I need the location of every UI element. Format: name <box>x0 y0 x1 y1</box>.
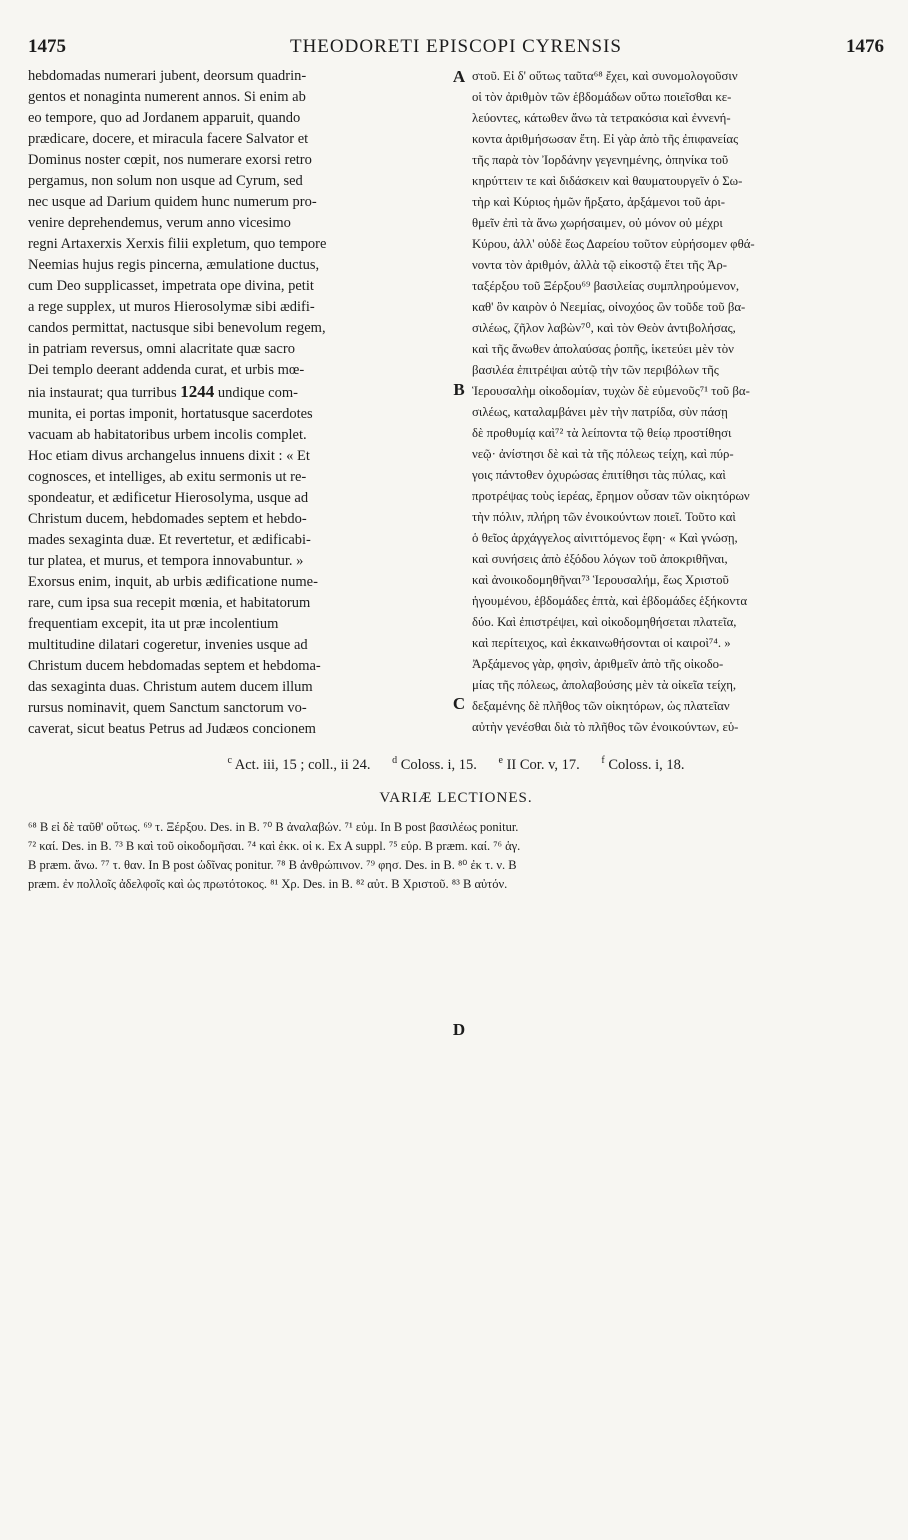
text-line: δὲ προθυμίᾳ καὶ⁷² τὰ λείποντα τῷ θείῳ προστίθησι <box>472 426 732 440</box>
text-line: venire deprehendemus, verum anno vicesimo <box>28 215 291 231</box>
text-line: Christum ducem hebdomadas septem et hebdoma- <box>28 658 321 674</box>
text-line: Neemias hujus regis pincerna, æmulatione ductus, <box>28 257 320 273</box>
text-line: ἡγουμένου, ἑβδομάδες ἑπτὰ, καὶ ἑβδομάδες ἑξήκοντα <box>472 594 748 608</box>
text-line: τὴρ καὶ Κύριος ἡμῶν ἤρξατο, ἀρξάμενοι τοῦ ἀρι- <box>472 195 726 209</box>
footnote-mark: e <box>498 755 503 766</box>
text-line: γοις πάντοθεν ὀχυρώσας ἐπιτίθησι τὰς πύλας, καὶ <box>472 468 726 482</box>
text-line: βασιλέα ἐπιτρέψαι αὐτῷ τὴν τῶν περιβόλων τῆς <box>472 363 719 377</box>
variant-line: præm. ἐν πολλοῖς ἀδελφοῖς καὶ ὡς πρωτότοκος. ⁸¹ Χρ. Des. in B. ⁸² αὐτ. B Χριστοῦ. ⁸³ B αὐτόν. <box>28 877 508 891</box>
text-line: prædicare, docere, et miracula facere Salvator et <box>28 131 309 147</box>
text-line: Dei templo deerant addenda curat, et urbis mœ- <box>28 362 305 378</box>
text-line: caverat, sicut beatus Petrus ad Judæos concionem <box>28 721 316 736</box>
running-title: THEODORETI EPISCOPI CYRENSIS <box>289 36 623 57</box>
footnote-text: Coloss. i, 15. <box>400 756 477 773</box>
text-line: καὶ ἀνοικοδομηθῆναι⁷³ Ἱερουσαλήμ, ἕως Χριστοῦ <box>472 573 729 587</box>
variant-line: ⁷² καί. Des. in B. ⁷³ B καὶ τοῦ οἰκοδομῆσαι. ⁷⁴ καὶ ἐκκ. οἱ κ. Ex A suppl. ⁷⁵ εὑρ. B præm. καί. ⁷⁶ ἁγ. <box>28 839 521 853</box>
text-line <box>28 381 448 404</box>
text-line: frequentiam excepit, ita ut præ incolentium <box>28 616 279 632</box>
page-header <box>28 30 884 64</box>
text-line: οἱ τὸν ἀριθμὸν τῶν ἑβδομάδων οὕτω ποιεῖσθαι κε- <box>472 90 732 104</box>
text-line: munita, ei portas imponit, hortatusque sacerdotes <box>28 406 313 422</box>
text-line: gentos et nonaginta numerent annos. Si enim ab <box>28 89 306 105</box>
section-marker-c: C <box>452 694 466 713</box>
page-number-right: 1476 <box>846 36 884 57</box>
text-line: δεξαμένης δὲ πλῆθος τῶν οἰκητόρων, ὡς πλατεῖαν <box>472 699 730 713</box>
text-line: Dominus noster cœpit, nos numerare exorsi retro <box>28 152 312 168</box>
text-line: κηρύττειν τε καὶ διδάσκειν καὶ θαυματουργεῖν ὁ Σω- <box>472 174 743 188</box>
text-line: νοντα τὸν ἀριθμόν, ἀλλὰ τῷ εἰκοστῷ ἔτει τῆς Ἀρ- <box>472 258 728 272</box>
variae-lectiones <box>28 818 884 918</box>
text-line: candos permittat, nactusque sibi benevolum regem, <box>28 320 326 336</box>
text-line: in patriam reversus, omni alacritate quæ sacro <box>28 341 295 357</box>
text-line: eo tempore, quo ad Jordanem apparuit, quando <box>28 110 301 126</box>
text-line: μίας τῆς πόλεως, ἀπολαβούσης μὲν τὰ οἰκεῖα τείχη, <box>472 678 737 692</box>
text-line: αὐτὴν γενέσθαι διὰ τὸ πλῆθος τῶν ἐνοικούντων, εὑ- <box>472 720 739 734</box>
text-line: δύο. Καὶ ἐπιστρέψει, καὶ οἰκοδομηθήσεται πλατεῖα, <box>472 615 737 629</box>
text-line: hebdomadas numerari jubent, deorsum quadrin- <box>28 68 307 84</box>
text-line: καὶ τῆς ἄνωθεν ἀπολαύσας ῥοπῆς, ἱκετεύει μὲν τὸν <box>472 342 734 356</box>
footnote-text: II Cor. v, 17. <box>506 756 580 773</box>
text-line: καθ' ὃν καιρὸν ὁ Νεεμίας, οἰνοχόος ὢν τοῦδε τοῦ βα- <box>472 300 746 314</box>
text-line: nec usque ad Darium quidem hunc numerum pro- <box>28 194 317 210</box>
footnote-mark: c <box>227 755 232 766</box>
text-line: ταξέρξου τοῦ Ξέρξου⁶⁹ βασιλείας συμπληρούμενον, <box>472 279 740 293</box>
footnote-text: Act. iii, 15 ; coll., ii 24. <box>234 756 371 773</box>
text-line: Ἀρξάμενος γὰρ, φησὶν, ἀριθμεῖν ἀπὸ τῆς οἰκοδο- <box>472 657 724 671</box>
text-segment: nia instaurat; qua turribus <box>28 385 181 401</box>
text-line: στοῦ. Εἰ δ' οὕτως ταῦτα⁶⁸ ἔχει, καὶ συνομολογοῦσιν <box>472 69 738 83</box>
footnote-mark: f <box>601 755 605 766</box>
text-line: Κύρου, ἀλλ' οὐδὲ ἕως Δαρείου τοῦτον εὑρήσομεν φθά- <box>472 237 755 251</box>
scripture-footnotes <box>28 748 884 774</box>
text-line: rursus nominavit, quem Sanctum sanctorum vo- <box>28 700 307 716</box>
section-marker-b: B <box>453 380 465 399</box>
text-line: tur platea, et murus, et tempora innovabuntur. » <box>28 553 304 569</box>
text-line: pergamus, non solum non usque ad Cyrum, sed <box>28 173 303 189</box>
latin-column <box>28 66 448 736</box>
text-line: καὶ συνήσεις ἀπὸ ἐξόδου λόγων τοῦ ἀποκριθῆναι, <box>472 552 728 566</box>
text-line: νεῷ· ἀνίστησι δὲ καὶ τὰ τῆς πόλεως τείχη, καὶ πύρ- <box>472 447 734 461</box>
text-line: Christum ducem, hebdomades septem et hebdo- <box>28 511 307 527</box>
text-line: θμεῖν ἐπὶ τὰ ἄνω χωρήσαιμεν, οὐ μόνον οὐ μέχρι <box>472 216 723 230</box>
migne-column-number: 1244 <box>180 382 215 401</box>
text-line: regni Artaxerxis Xerxis filii expletum, quo tempore <box>28 236 327 252</box>
text-line: τὴν πόλιν, πλήρη τῶν ἐνοικούντων ποιεῖ. Τοῦτο καὶ <box>472 510 736 524</box>
text-line: καὶ περίτειχος, καὶ ἐκκαινωθήσονται οἱ καιροὶ⁷⁴. » <box>472 636 731 650</box>
text-line: σιλέως, καταλαμβάνει μὲν τὴν πατρίδα, σὺν πάσῃ <box>472 405 728 419</box>
footnote-mark: d <box>392 755 398 766</box>
variant-line: ⁶⁸ B εἰ δὲ ταῦθ' οὕτως. ⁶⁹ τ. Ξέρξου. Des. in B. ⁷⁰ B ἀναλαβών. ⁷¹ εὐμ. In B post βασιλέως ponitur. <box>28 820 519 834</box>
text-line: cum Deo supplicasset, impetrata ope divina, petit <box>28 278 314 294</box>
text-line: λεύοντες, κάτωθεν ἄνω τὰ τετρακόσια καὶ ἐννενή- <box>472 111 731 125</box>
text-line: προτρέψας τοὺς ἱερέας, ἔρημον οὖσαν τῶν οἰκητόρων <box>472 489 750 503</box>
text-line: cognosces, et intelliges, ab exitu sermonis ut re- <box>28 469 307 485</box>
section-marker-d: D <box>452 1020 466 1039</box>
greek-column <box>472 66 882 736</box>
text-line: κοντα ἀριθμήσωσαν ἔτη. Εἰ γὰρ ἀπὸ τῆς ἐπιφανείας <box>472 132 739 146</box>
variant-line: B præm. ἄνω. ⁷⁷ τ. θαν. In B post ὠδῖνας ponitur. ⁷⁸ B ἀνθρώπινον. ⁷⁹ φησ. Des. in B. ⁸⁰ ἐκ τ. ν. B <box>28 858 517 872</box>
text-line: a rege supplex, ut muros Hierosolymæ sibi ædifi- <box>28 299 315 315</box>
text-line: σιλέως, ζῆλον λαβὼν⁷⁰, καὶ τὸν Θεὸν ἀντιβολήσας, <box>472 321 736 335</box>
text-line: das sexaginta duas. Christum autem ducem illum <box>28 679 313 695</box>
text-line: Ἱερουσαλὴμ οἰκοδομίαν, τυχὼν δὲ εὐμενοῦς⁷¹ τοῦ βα- <box>472 384 750 398</box>
variae-lectiones-heading: VARIÆ LECTIONES. <box>379 790 533 806</box>
text-line: ὁ θεῖος ἀρχάγγελος αἰνιττόμενος ἔφη· « Καὶ γνώσῃ, <box>472 531 738 545</box>
text-line: Hoc etiam divus archangelus innuens dixit : « Et <box>28 448 310 464</box>
text-line: τῆς παρὰ τὸν Ἰορδάνην γεγενημένης, ὁπηνίκα τοῦ <box>472 153 729 167</box>
section-marker-a: A <box>452 67 466 86</box>
text-line: mades sexaginta duæ. Et revertetur, et ædificabi- <box>28 532 311 548</box>
page-number-left: 1475 <box>28 36 66 57</box>
footnote-text: Coloss. i, 18. <box>608 756 685 773</box>
text-line: Exorsus enim, inquit, ab urbis ædificatione nume- <box>28 574 318 590</box>
text-line: rare, cum ipsa sua recepit mœnia, et habitatorum <box>28 595 311 611</box>
text-line: vacuam ab habitatoribus urbem incolis complet. <box>28 427 307 443</box>
text-line: multitudine dilatari cogeretur, invenies usque ad <box>28 637 308 653</box>
text-segment: undique com- <box>214 385 298 401</box>
text-line: spondeatur, et ædificetur Hierosolyma, usque ad <box>28 490 309 506</box>
